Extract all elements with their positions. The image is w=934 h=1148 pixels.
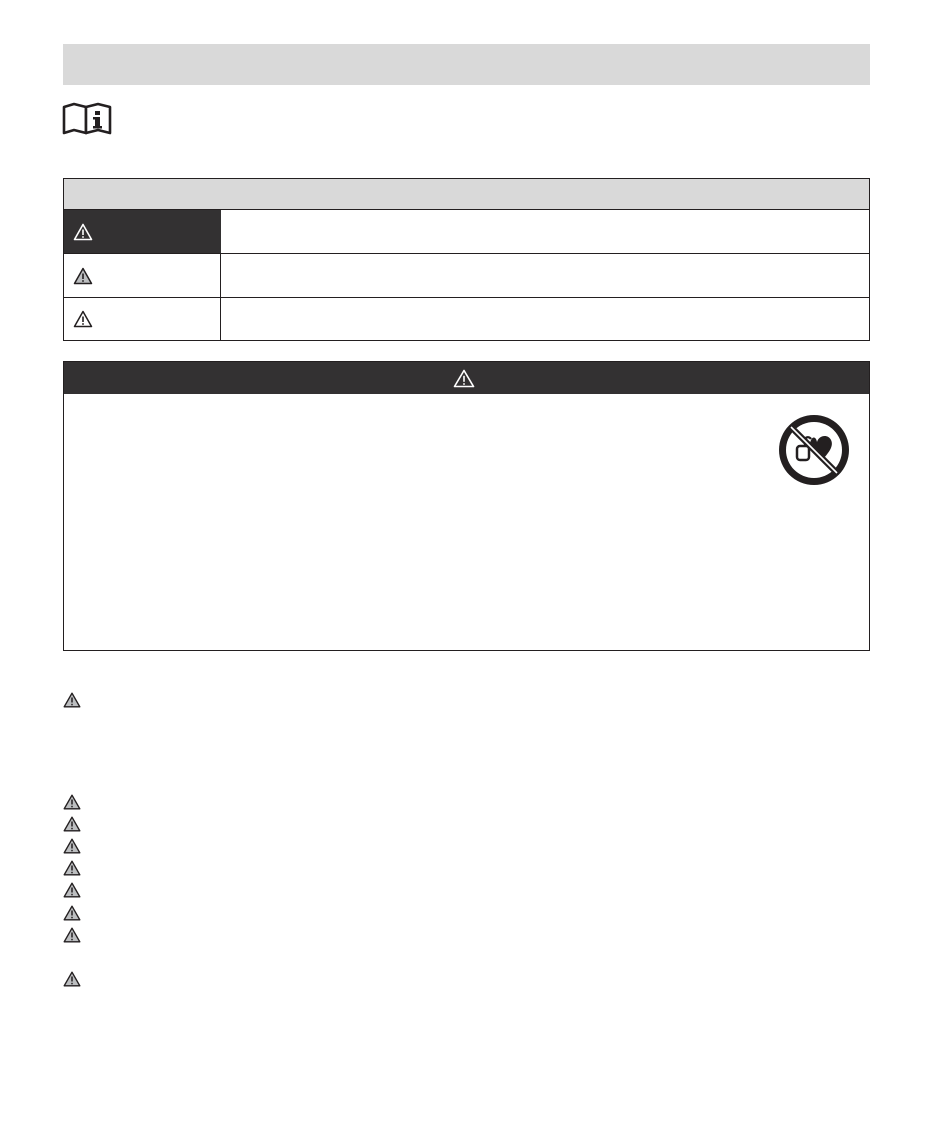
warning-triangle-icon: [63, 860, 81, 876]
signal-word-cell: [64, 210, 221, 253]
warning-box: [63, 361, 870, 651]
signal-word-table: [63, 178, 870, 341]
manual-info-icon: [62, 101, 112, 135]
list-item: [63, 858, 89, 878]
warning-triangle-icon: [63, 971, 81, 987]
signal-row-danger: [64, 210, 869, 254]
signal-description-cell: [222, 210, 869, 253]
warning-triangle-icon: [73, 310, 93, 328]
warning-triangle-icon: [73, 267, 93, 285]
warning-triangle-icon: [73, 223, 93, 241]
list-item: [63, 814, 89, 834]
list-item: [63, 690, 89, 710]
list-item: [63, 836, 89, 856]
warning-triangle-icon: [453, 369, 475, 388]
signal-table-heading: [64, 179, 869, 210]
signal-description-cell: [222, 298, 869, 340]
signal-word-cell: [64, 298, 221, 340]
list-item: [63, 903, 89, 923]
no-pacemaker-icon: [777, 413, 851, 487]
list-item: [63, 925, 89, 945]
warning-triangle-icon: [63, 794, 81, 810]
warning-triangle-icon: [63, 838, 81, 854]
signal-description-cell: [222, 254, 869, 297]
warning-triangle-icon: [63, 882, 81, 898]
signal-row-caution: [64, 298, 869, 340]
signal-row-warning: [64, 254, 869, 298]
warning-triangle-icon: [63, 927, 81, 943]
warning-triangle-icon: [63, 692, 81, 708]
warning-triangle-icon: [63, 816, 81, 832]
signal-word-cell: [64, 254, 221, 297]
warning-triangle-icon: [63, 905, 81, 921]
warning-box-heading: [64, 362, 869, 394]
list-item: [63, 880, 89, 900]
section-header: [63, 44, 870, 85]
list-item: [63, 969, 89, 989]
list-item: [63, 792, 89, 812]
